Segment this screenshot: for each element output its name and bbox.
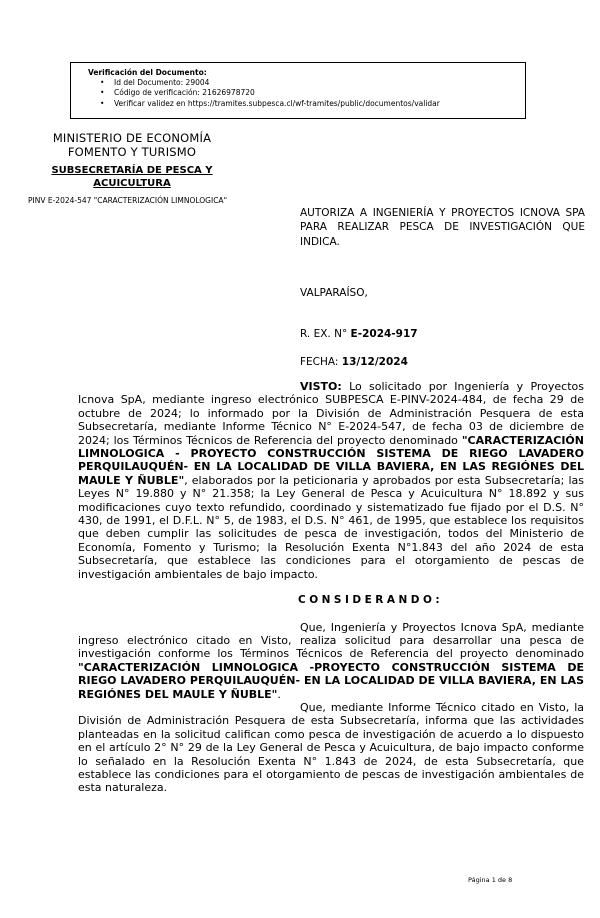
verification-url-text: Verificar validez en https://tramites.subpesca.cl/wf-tramites/public/documentos/validar bbox=[114, 98, 440, 108]
verification-item-id bbox=[88, 78, 519, 88]
subsecretaria-header bbox=[28, 165, 236, 190]
date-value: 13/12/2024 bbox=[341, 356, 408, 368]
ministry-line-2: FOMENTO Y TURISMO bbox=[67, 145, 197, 159]
resolution-number-label: R. EX. N° bbox=[300, 328, 351, 340]
ministry-header bbox=[28, 131, 236, 159]
pinv-reference: PINV E-2024-547 "CARACTERIZACIÓN LIMNOLOGICA" bbox=[28, 196, 228, 205]
bullet-icon: • bbox=[100, 78, 105, 87]
verification-item-url bbox=[88, 99, 519, 109]
verification-box bbox=[70, 62, 526, 119]
subsecretaria-line-1: SUBSECRETARÍA DE PESCA Y bbox=[51, 165, 213, 176]
resolution-number-value: E-2024-917 bbox=[350, 328, 418, 340]
considerando-paragraph-1: Que, Ingeniería y Proyectos Icnova SpA, mediante ingreso electrónico citado en Visto, realiza solicitud para desarrollar una pesca de investigación conforme los Términos Técnicos de Referencia del proyecto denominado "CARACTERIZACIÓN LIMNOLOGICA -PROYECTO CONSTRUCCIÓN SISTEMA DE RIEGO LAVADERO PERQUILAUQUÉN- EN LA LOCALIDAD DE VILLA BAVIERA, EN LAS REGIÓNES DEL MAULE Y ÑUBLE". bbox=[78, 620, 584, 701]
resolution-subject: AUTORIZA A INGENIERÍA Y PROYECTOS ICNOVA SPA PARA REALIZAR PESCA DE INVESTIGACIÓN QUE INDICA. bbox=[300, 207, 585, 248]
ministry-line-1: MINISTERIO DE ECONOMÍA bbox=[52, 131, 212, 145]
verification-item-code bbox=[88, 88, 519, 98]
city-line: VALPARAÍSO, bbox=[300, 287, 368, 299]
resolution-number-line bbox=[300, 328, 418, 340]
verification-item-text: Código de verificación: 21626978720 bbox=[114, 88, 255, 98]
subsecretaria-line-2: ACUICULTURA bbox=[93, 177, 171, 189]
visto-paragraph: VISTO: Lo solicitado por Ingeniería y Proyectos Icnova SpA, mediante ingreso electrónico SUBPESCA E-PINV-2024-484, de fecha 29 de octubre de 2024; lo informado por la División de Administración Pesquera de esta Subsecretaría, mediante Informe Técnico N° E-2024-547, de fecha 03 de diciembre de 2024; los Términos Técnicos de Referencia del proyecto denominado "CARACTERIZACIÓN LIMNOLOGICA - PROYECTO CONSTRUCCIÓN SISTEMA DE RIEGO LAVADERO PERQUILAUQUÉN- EN LA LOCALIDAD DE VILLA BAVIERA, EN LAS REGIÓNES DEL MAULE Y ÑUBLE", elaborados por la peticionaria y aprobados por esta Subsecretaría; las Leyes N° 19.880 y N° 21.358; la Ley General de Pesca y Acuicultura N° 18.892 y sus modificaciones cuyo texto refundido, coordinado y sistematizado fue fijado por el D.S. N° 430, de 1991, el D.F.L. N° 5, de 1983, el D.S. N° 461, de 1995, que establece los requisitos que deben cumplir las solicitudes de pesca de investigación, todos del Ministerio de Economía, Fomento y Turismo; la Resolución Exenta N°1.843 del año 2024 de esta Subsecretaría, que establece las condiciones para el otorgamiento de pescas de investigación ambientales de bajo impacto. bbox=[78, 380, 584, 581]
bullet-icon: • bbox=[100, 98, 105, 108]
bullet-icon: • bbox=[100, 88, 105, 98]
verification-title: Verificación del Documento: bbox=[88, 68, 207, 77]
verification-item-text: Id del Documento: 29004 bbox=[114, 78, 210, 87]
page-number-indicator: Página 1 de 8 bbox=[468, 876, 513, 884]
date-label: FECHA: bbox=[300, 356, 342, 368]
considerando-paragraph-2: Que, mediante Informe Técnico citado en Visto, la División de Administración Pesquera de esta Subsecretaría, informa que las actividades planteadas en la solicitud califican como pesca de investigación de acuerdo a lo dispuesto en el artículo 2° N° 29 de la Ley General de Pesca y Acuicultura, de bajo impacto conforme lo señalado en la Resolución Exenta N° 1.843 de 2024, de esta Subsecretaría, que establece las condiciones para el otorgamiento de pescas de investigación ambientales de esta naturaleza. bbox=[78, 700, 584, 795]
date-line bbox=[300, 356, 408, 368]
document-body bbox=[78, 380, 584, 795]
considerando-heading: CONSIDERANDO: bbox=[298, 594, 444, 607]
